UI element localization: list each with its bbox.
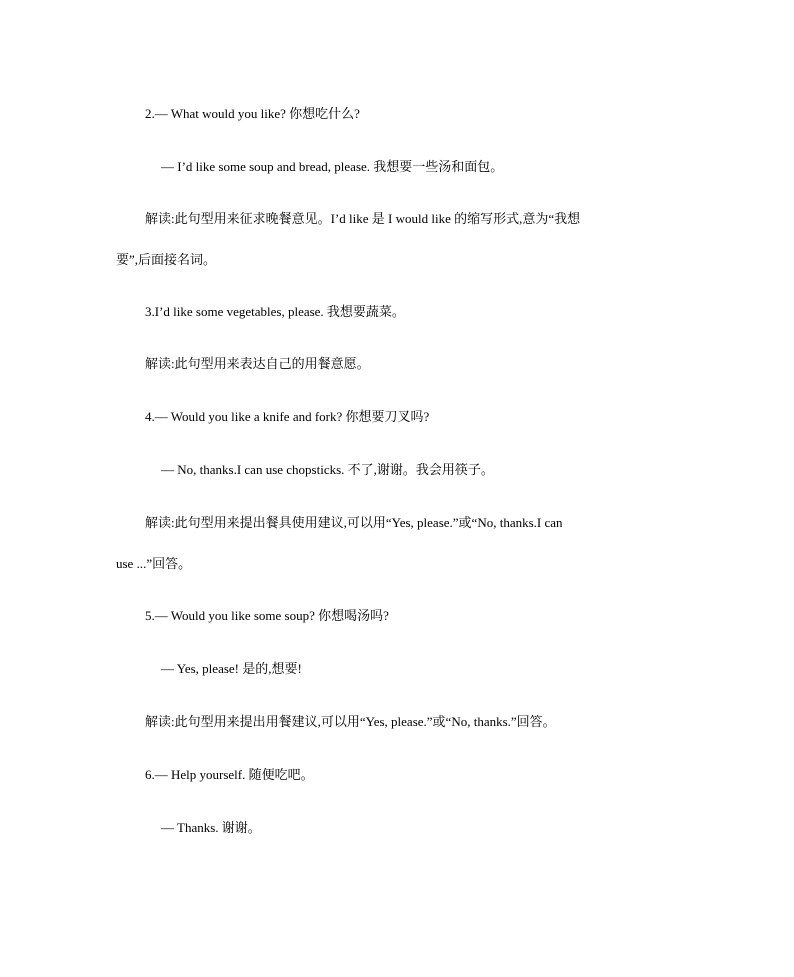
- text-line-answer-4: — No, thanks.I can use chopsticks. 不了,谢谢。我会用筷子。: [161, 462, 494, 477]
- text-line-explanation-3: 解读:此句型用来表达自己的用餐意愿。: [145, 356, 370, 371]
- text-line-explanation-2b: 要”,后面接名词。: [116, 252, 217, 267]
- text-line-sentence-3: 3.I’d like some vegetables, please. 我想要蔬菜。: [145, 304, 405, 319]
- text-line-answer-6: — Thanks. 谢谢。: [161, 820, 261, 835]
- text-line-question-5: 5.— Would you like some soup? 你想喝汤吗?: [145, 608, 389, 623]
- text-line-sentence-6: 6.— Help yourself. 随便吃吧。: [145, 767, 314, 782]
- text-line-explanation-5: 解读:此句型用来提出用餐建议,可以用“Yes, please.”或“No, thanks.”回答。: [145, 714, 556, 729]
- text-line-explanation-4a: 解读:此句型用来提出餐具使用建议,可以用“Yes, please.”或“No, thanks.I can: [145, 515, 563, 530]
- text-line-question-4: 4.— Would you like a knife and fork? 你想要刀叉吗?: [145, 409, 430, 424]
- text-line-question-2: 2.— What would you like? 你想吃什么?: [145, 106, 360, 121]
- text-line-answer-2: — I’d like some soup and bread, please. 我想要一些汤和面包。: [161, 159, 504, 174]
- text-line-explanation-4b: use ...”回答。: [116, 556, 192, 571]
- text-line-answer-5: — Yes, please! 是的,想要!: [161, 661, 302, 676]
- text-line-explanation-2a: 解读:此句型用来征求晚餐意见。I’d like 是 I would like 的缩写形式,意为“我想: [145, 211, 581, 226]
